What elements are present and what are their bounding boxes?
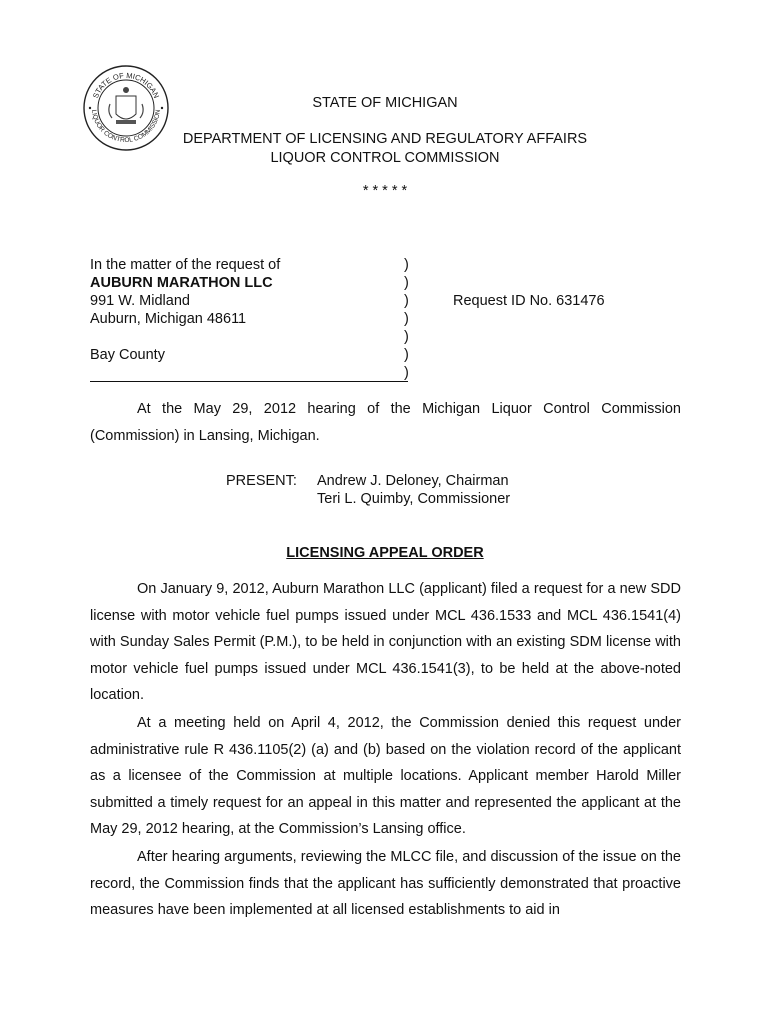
body-paragraph-1: On January 9, 2012, Auburn Marathon LLC (applicant) filed a request for a new SDD license with motor vehicle fuel pumps issued under MCL 436.1533 and MCL 436.1541(4) with Sunday Sales Permit (P.M.), to be held in conjunction with an existing SDM license with motor vehicle fuel pumps issued under MCL 436.1541(3), to be held at the above-noted location. xyxy=(90,581,681,704)
present-label: PRESENT: xyxy=(226,473,297,489)
body-paragraph-3: After hearing arguments, reviewing the MLCC file, and discussion of the issue on the record, the Commission finds that the applicant has sufficiently demonstrated that proactive measures have been implemented at all licensed establishments to aid in xyxy=(90,849,681,919)
caption-paren: ) xyxy=(404,365,409,381)
state-heading: STATE OF MICHIGAN xyxy=(312,95,458,111)
caption-paren: ) xyxy=(404,257,409,273)
department-heading: DEPARTMENT OF LICENSING AND REGULATORY AFFAIRS xyxy=(182,131,588,147)
address-line2: Auburn, Michigan 48611 xyxy=(90,311,247,327)
applicant-name: AUBURN MARATHON LLC xyxy=(90,275,273,291)
section-stars: * * * * * xyxy=(362,183,408,199)
present-member-1: Andrew J. Deloney, Chairman xyxy=(317,473,509,489)
present-member-2: Teri L. Quimby, Commissioner xyxy=(317,491,511,507)
caption-line1: In the matter of the request of xyxy=(90,257,281,273)
caption-paren: ) xyxy=(404,293,409,309)
county: Bay County xyxy=(90,347,165,363)
svg-text:STATE OF MICHIGAN: STATE OF MICHIGAN xyxy=(90,70,162,100)
commission-heading: LIQUOR CONTROL COMMISSION xyxy=(270,150,500,166)
caption-paren: ) xyxy=(404,347,409,363)
order-title: LICENSING APPEAL ORDER xyxy=(286,545,484,561)
request-id: Request ID No. 631476 xyxy=(453,293,605,309)
caption-paren: ) xyxy=(404,275,409,291)
caption-rule xyxy=(90,381,408,382)
body-paragraph-2: At a meeting held on April 4, 2012, the Commission denied this request under administrative rule R 436.1105(2) (a) and (b) based on the violation record of the applicant as a licensee of the Commission at multiple locations. Applicant member Harold Miller submitted a timely request for an appeal in this matter and represented the applicant at the May 29, 2012 hearing, at the Commission’s Lansing office. xyxy=(90,715,681,838)
caption-paren: ) xyxy=(404,329,409,345)
svg-text:LIQUOR CONTROL COMMISSION: LIQUOR CONTROL COMMISSION xyxy=(90,109,163,145)
caption-paren: ) xyxy=(404,311,409,327)
address-line1: 991 W. Midland xyxy=(90,293,190,309)
intro-paragraph: At the May 29, 2012 hearing of the Michigan Liquor Control Commission (Commission) in Lansing, Michigan. xyxy=(90,401,681,444)
